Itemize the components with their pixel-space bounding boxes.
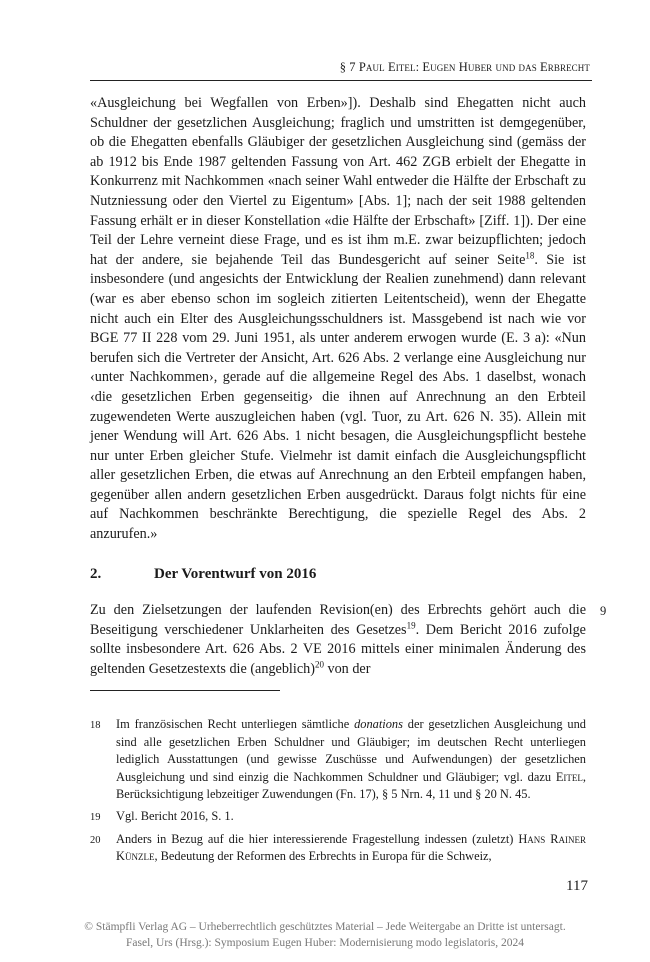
section-number: 2. bbox=[90, 566, 102, 582]
footnote-number: 20 bbox=[90, 834, 101, 846]
page-number: 117 bbox=[566, 878, 588, 894]
footnote-text: Im französischen Recht unterliegen sämtliche donations der gesetzlichen Ausgleichung und sind alle gesetzlichen Erben Schuldner und Gläubiger; im deutschen Recht unterliegen lediglich Ausstattungen (und gewisse Zuschüsse und Aufwendungen) der gesetzlichen Ausgleichung und sind einzig die Nachkommen Schuldner und Gläubiger; vgl. dazu Eitel, Berücksichtigung lebzeitiger Zuwendungen (Fn. 17), § 5 Nrn. 4, 11 und § 20 N. 45. bbox=[116, 717, 586, 802]
footnote bbox=[90, 808, 586, 827]
section-heading bbox=[90, 566, 586, 583]
section-paragraph-text: Zu den Zielsetzungen der laufenden Revision(en) des Erbrechts gehört auch die Beseitigung verschiedener Unklarheiten des Gesetzes bbox=[90, 602, 586, 638]
footnote-ref[interactable]: 18 bbox=[525, 250, 535, 261]
footnote bbox=[90, 716, 586, 804]
footnotes bbox=[90, 716, 586, 870]
footnote-ref[interactable]: 20 bbox=[314, 659, 324, 670]
footnote-text: Anders in Bezug auf die hier interessierende Fragestellung indessen (zuletzt) Hans Rainer Künzle, Bedeutung der Reformen des Erbrechts in Europa für die Schweiz, bbox=[116, 831, 586, 864]
paragraph-continuation bbox=[90, 94, 586, 545]
running-head bbox=[90, 60, 590, 75]
section-paragraph-text: von der bbox=[323, 660, 371, 677]
footnote-text: Vgl. Bericht 2016, S. 1. bbox=[116, 808, 234, 823]
footnote-rule bbox=[90, 690, 280, 691]
paragraph-text: «Ausgleichung bei Wegfallen von Erben»]). Deshalb sind Ehegatten nicht auch Schuldner der gesetzlichen Ausgleichung; fraglich und umstritten ist demgegenüber, ob die Ehegatten ebenfalls Gläubiger der gesetzlichen Ausgleichung sind (gemäss der ab 1912 bis Ende 1987 geltenden Fassung von Art. 462 ZGB erbielt der Ehegatte in Konkurrenz mit Nachkommen «nach seiner Wahl entweder die Hälfte der Erbschaft zu Nutzniessung oder den Viertel zu Eigentum» [Abs. 1]; nach der seit 1988 geltenden Fassung erhält er in dieser Konstellation «die Hälfte der Erbschaft» [Ziff. 1]). Der eine Teil der Lehre verneint diese Frage, und es ist ihm m.E. zwar beizupflichten; jedoch hat der andere, sie bejahende Teil das Bundesgericht auf seiner Seite bbox=[90, 95, 586, 268]
section-paragraph bbox=[90, 601, 586, 679]
copyright-notice bbox=[0, 919, 650, 951]
section-title: Der Vorentwurf von 2016 bbox=[154, 566, 317, 582]
footnote-ref[interactable]: 19 bbox=[406, 619, 416, 630]
header-rule bbox=[90, 80, 592, 81]
citation-line: Fasel, Urs (Hrsg.): Symposium Eugen Huber: Modernisierung modo legislatoris, 2024 bbox=[126, 937, 524, 949]
margin-number: 9 bbox=[600, 604, 607, 618]
paragraph-text-rest: . Sie ist insbesondere (und angesichts der Entwicklung der Realien zunehmend) dann relevant (war es aber ebenso schon im sogleich zitierten Leitentscheid), wenn der Ehegatte nicht auch ein Elter des Ausgleichungsschuldners ist. Massgebend ist nach wie vor BGE 77 II 228 vom 29. Juni 1951, als unter anderem erwogen wurde (E. 3 a): «Nun berufen sich die Vertreter der Ansicht, Art. 626 Abs. 2 verlange eine Ausgleichung nur ‹unter Nachkommen›, gerade auf die allgemeine Regel des Abs. 1 daselbst, wonach ‹die gesetzlichen Erben gegenseitig› die ihnen auf Anrechnung an den Erbteil zugewendeten Werte auszugleichen haben (vgl. Tuor, zu Art. 626 N. 35). Allein mit jener Wendung will Art. 626 Abs. 1 nicht besagen, die Ausgleichungspflicht bestehe nur unter Erben gleicher Stufe. Vielmehr ist damit einfach die Ausgleichungspflicht aller gesetzlichen Erben, die etwas auf Anrechnung an den Erbteil empfangen haben, gegenüber allen andern gesetzlichen Erben ausgedrückt. Daraus folgt nichts für eine auf Nachkommen beschränkte Berechtigung, die spezielle Regel des Abs. 2 anzurufen.» bbox=[90, 251, 586, 543]
section-paragraph-text: . Dem Bericht 2016 zufolge sollte insbesondere Art. 626 Abs. 2 VE 2016 mittels einer minimalen Änderung des geltenden Gesetzestexts die (angeblich) bbox=[90, 621, 586, 677]
footnote-number: 18 bbox=[90, 720, 101, 731]
footnote bbox=[90, 831, 586, 866]
copyright-line: © Stämpfli Verlag AG – Urheberrechtlich geschütztes Material – Jede Weitergabe an Dritte ist untersagt. bbox=[84, 921, 566, 933]
running-head-text: § 7 Paul Eitel: Eugen Huber und das Erbrecht bbox=[339, 60, 590, 74]
footnote-number: 19 bbox=[90, 811, 101, 823]
